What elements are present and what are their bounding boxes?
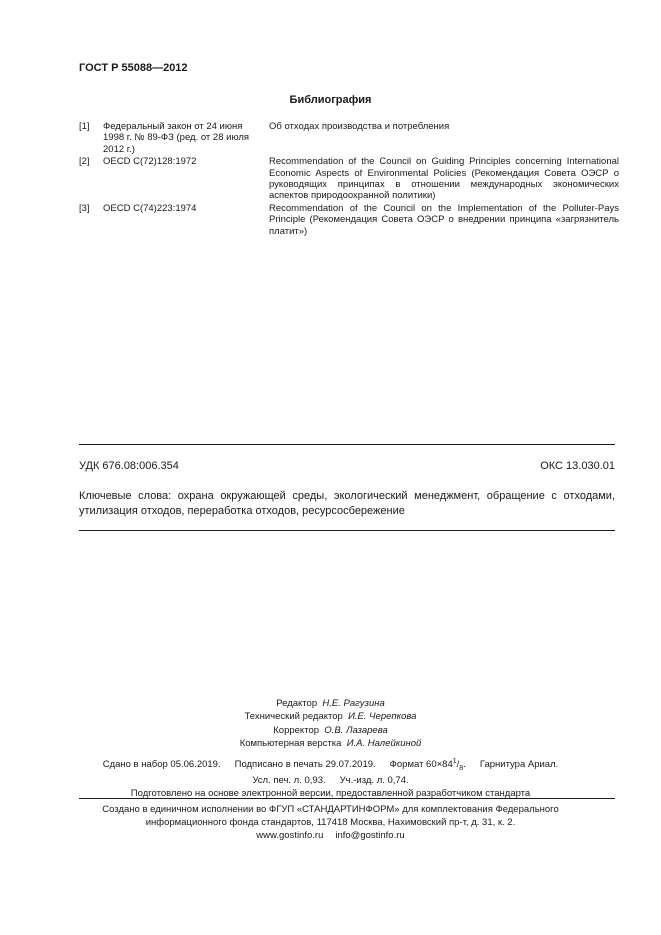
entry-name: OECD C(72)128:1972 <box>103 156 197 168</box>
email-link[interactable]: info@gostinfo.ru <box>335 830 405 841</box>
footer-line-3 <box>0 829 661 842</box>
udk-code: УДК 676.08:006.354 <box>79 460 179 472</box>
bibliography-list <box>79 121 619 238</box>
entry-name: OECD C(74)223:1974 <box>103 202 197 214</box>
entry-description: Recommendation of the Council on the Implementation of the Polluter-Pays Principle (Рекомендация Совета ОЭСР о внедрении принципа «загрязнитель платит») <box>269 202 619 237</box>
publication-line-3: Подготовлено на основе электронной версии, предоставленной разработчиком стандарта <box>130 787 531 799</box>
divider-top <box>79 444 615 445</box>
footer-info <box>0 803 661 842</box>
editorial-credits <box>0 697 661 750</box>
document-code: ГОСТ Р 55088—2012 <box>79 62 188 74</box>
tech-editor-line: Технический редактор И.Е. Черепкова <box>244 711 417 723</box>
publication-line-1: Сдано в набор 05.06.2019. Подписано в печать 29.07.2019. Формат $60\times 84^1/_8$. Гарнитура Ариал. <box>102 758 559 773</box>
bibliography-entry <box>79 156 619 202</box>
publication-info <box>0 756 661 800</box>
entry-description: Recommendation of the Council on Guiding Principles concerning International Economic Aspects of Environmental Policies (Рекомендация Совета ОЭСР о руководящих принципах в отношении международных экономических аспектов природоохранной политики) <box>269 156 619 202</box>
bibliography-entry <box>79 203 619 237</box>
layout-line: Компьютерная верстка И.А. Налейкиной <box>239 737 422 749</box>
entry-number: [1] <box>79 121 90 132</box>
divider-footer <box>79 798 615 799</box>
bibliography-title: Библиография <box>289 94 372 106</box>
entry-number: [3] <box>79 202 90 214</box>
entry-number: [2] <box>79 156 90 168</box>
entry-name: Федеральный закон от 24 июня 1998 г. № 89-ФЗ (ред. от 28 июля 2012 г.) <box>103 121 250 155</box>
oks-code: ОКС 13.030.01 <box>540 460 615 472</box>
entry-description: Об отходах производства и потребления <box>269 121 450 132</box>
corrector-line: Корректор О.В. Лазарева <box>273 724 388 736</box>
footer-line-1: Создано в единичном исполнении во ФГУП «СТАНДАРТИНФОРМ» для комплектования Федерального <box>102 804 559 815</box>
keywords: Ключевые слова: охрана окружающей среды, экологический менеджмент, обращение с отходами, утилизация отходов, переработка отходов, ресурсосбережение <box>79 490 615 517</box>
footer-line-2: информационного фонда стандартов, 117418 Москва, Нахимовский пр-т, д. 31, к. 2. <box>145 817 516 828</box>
divider-bottom <box>79 530 615 531</box>
publication-line-2: Усл. печ. л. 0,93. Уч.-изд. л. 0,74. <box>252 775 409 787</box>
editor-line: Редактор Н.Е. Рагузина <box>276 698 385 709</box>
website-link[interactable]: www.gostinfo.ru <box>256 830 324 841</box>
bibliography-entry <box>79 121 619 155</box>
